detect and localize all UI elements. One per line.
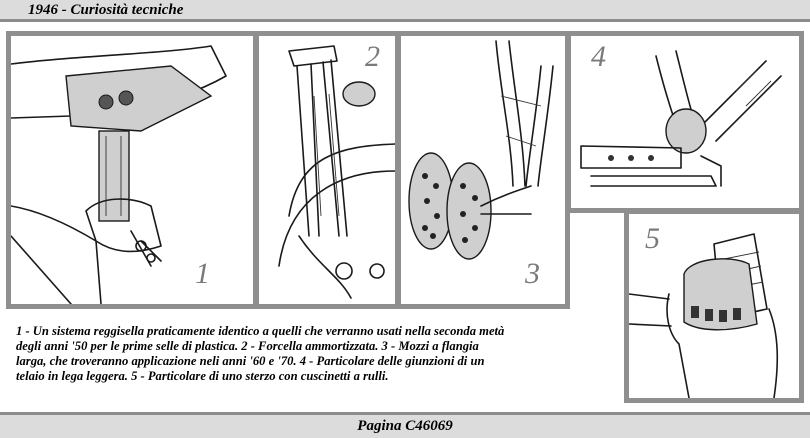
figure-panel-2 bbox=[254, 31, 400, 309]
figure-panel-3 bbox=[396, 31, 570, 309]
footer-bar bbox=[0, 412, 810, 438]
figure-panel-4 bbox=[566, 31, 804, 213]
caption-line: telaio in lega leggera. 5 - Particolare di uno sterzo con cuscinetti a rulli. bbox=[16, 369, 389, 383]
hub-flange-illustration bbox=[401, 36, 565, 304]
figure-panel-5 bbox=[624, 209, 804, 403]
caption-line: 1 - Un sistema reggisella praticamente identico a quelli che verranno usati nella seconda metà bbox=[16, 324, 505, 338]
figure-caption bbox=[16, 324, 620, 384]
caption-line: larga, che troveranno applicazione neli anni '60 e '70. 4 - Particolare delle giunzioni di un bbox=[16, 354, 485, 368]
suspension-fork-illustration bbox=[259, 36, 395, 304]
figure-number-5: 5 bbox=[645, 222, 660, 255]
figure-number-4: 4 bbox=[591, 40, 606, 73]
figure-number-1: 1 bbox=[195, 257, 210, 290]
caption-line: degli anni '50 per le prime selle di plastica. 2 - Forcella ammortizzata. 3 - Mozzi a flangia bbox=[16, 339, 479, 353]
figure-panel-1 bbox=[6, 31, 258, 309]
figure-number-2: 2 bbox=[365, 40, 380, 73]
header-bar bbox=[0, 0, 810, 22]
page-title: 1946 - Curiosità tecniche bbox=[28, 2, 184, 18]
seatpost-illustration bbox=[11, 36, 253, 304]
page-number: Pagina C46069 bbox=[357, 418, 453, 434]
figure-number-3: 3 bbox=[525, 257, 540, 290]
